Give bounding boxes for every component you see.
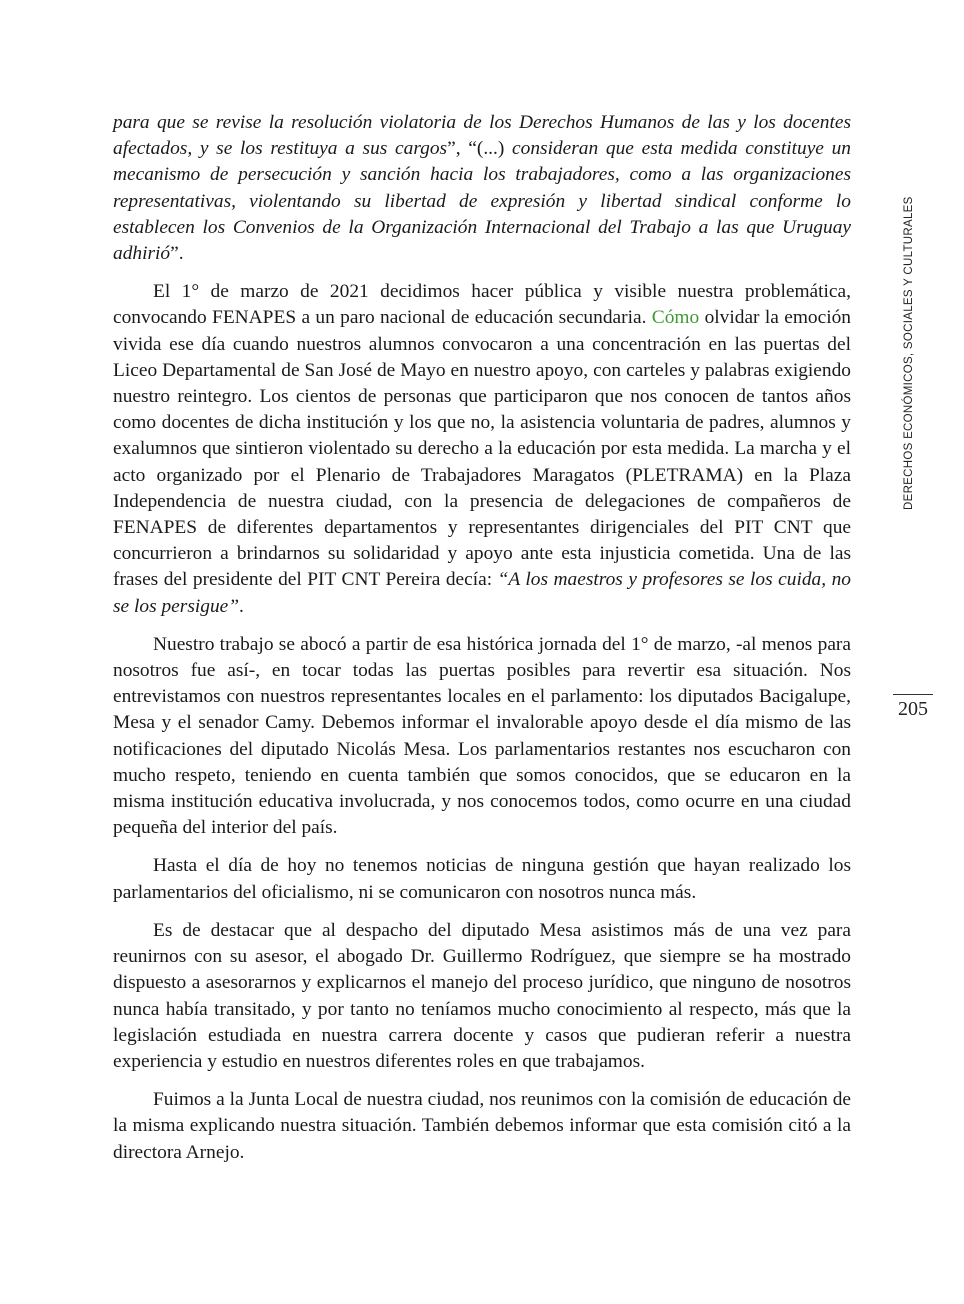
body-text <box>113 110 851 1178</box>
quote-end: ”. <box>170 243 184 265</box>
paragraph-trabajo: Nuestro trabajo se abocó a partir de esa histórica jornada del 1° de marzo, -al menos para nosotros fue así-, en tocar todas las puertas posibles para revertir esa situación. Nos entrevistamos con nuestros representantes locales en el parlamento: los diputados Bacigalupe, Mesa y el senador Camy. Debemos informar el invalorable apoyo desde el día mismo de las notificaciones del diputado Nicolás Mesa. Los parlamentarios restantes nos escucharon con mucho respeto, teniendo en cuenta también que somos conocidos, que se educaron en la misma institución educativa involucrada, y nos conocemos todos, como ocurre en una ciudad pequeña del interior del país. <box>113 633 851 839</box>
section-side-label: DERECHOS ECONÓMICOS, SOCIALES Y CULTURALES <box>903 196 915 510</box>
quote-connector: ”, “(...) <box>447 138 513 160</box>
quote-italic-2: consideran que esta medida constituye un mecanismo de persecución y sanción hacia los trabajadores, como a las organizaciones representativas, violentando su libertad de expresión y libertad sindical conforme lo establecen los Convenios de la Organización Internacional del Trabajo a las que Uruguay adhirió <box>113 138 851 265</box>
highlighted-word: Cómo <box>651 307 700 329</box>
paragraph-marzo-text-2: olvidar la emoción vivida ese día cuando nuestros alumnos convocaron a una concentración en las puertas del Liceo Departamental de San José de Mayo en nuestro apoyo, con carteles y palabras exigiendo nuestro reintegro. Los cientos de personas que participaron que nos conocen de tantos años como docentes de dicha institución y los que no, la asistencia voluntaria de padres, alumnos y exalumnos que sintieron violentado su derecho a la educación por esta medida. La marcha y el acto organizado por el Plenario de Trabajadores Maragatos (PLETRAMA) en la Plaza Independencia de nuestra ciudad, con la presencia de delegaciones de compañeros de FENAPES de diferentes departamentos y representantes dirigenciales del PIT CNT que concurrieron a brindarnos su solidaridad y apoyo ante esta injusticia cometida. Una de las frases del presidente del PIT CNT Pereira decía: <box>113 307 851 591</box>
paragraph-marzo-end: . <box>239 595 244 617</box>
paragraph-junta-local: Fuimos a la Junta Local de nuestra ciudad, nos reunimos con la comisión de educación de la misma explicando nuestra situación. También debemos informar que esta comisión citó a la directora Arnejo. <box>113 1089 851 1163</box>
paragraph-quote-continuation <box>113 110 851 267</box>
page-number: 205 <box>898 698 928 720</box>
paragraph-marzo <box>113 279 851 620</box>
quote-italic-1: para que se revise la resolución violatoria de los Derechos Humanos de las y los docentes afectados, y se los restituya a sus cargos <box>113 112 851 160</box>
page-number-rule <box>893 694 933 695</box>
paragraph-marzo-text-1: El 1° de marzo de 2021 decidimos hacer pública y visible nuestra problemática, convocando FENAPES a un paro nacional de educación secundaria. <box>113 281 851 329</box>
paragraph-despacho: Es de destacar que al despacho del diputado Mesa asistimos más de una vez para reunirnos con su asesor, el abogado Dr. Guillermo Rodríguez, que siempre se ha mostrado dispuesto a asesorarnos y explicarnos el manejo del proceso jurídico, que ninguno de nosotros nunca había transitado, y por tanto no teníamos mucho conocimiento al respecto, más que la legislación estudiada en nuestra carrera docente y casos que pudieran referir a nuestra experiencia y estudio en nuestros diferentes roles en que trabajamos. <box>113 919 851 1072</box>
paragraph-gestion: Hasta el día de hoy no tenemos noticias de ninguna gestión que hayan realizado los parlamentarios del oficialismo, ni se comunicaron con nosotros nunca más. <box>113 855 851 903</box>
pit-cnt-quote: “A los maestros y profesores se los cuida, no se los persigue” <box>113 569 851 617</box>
